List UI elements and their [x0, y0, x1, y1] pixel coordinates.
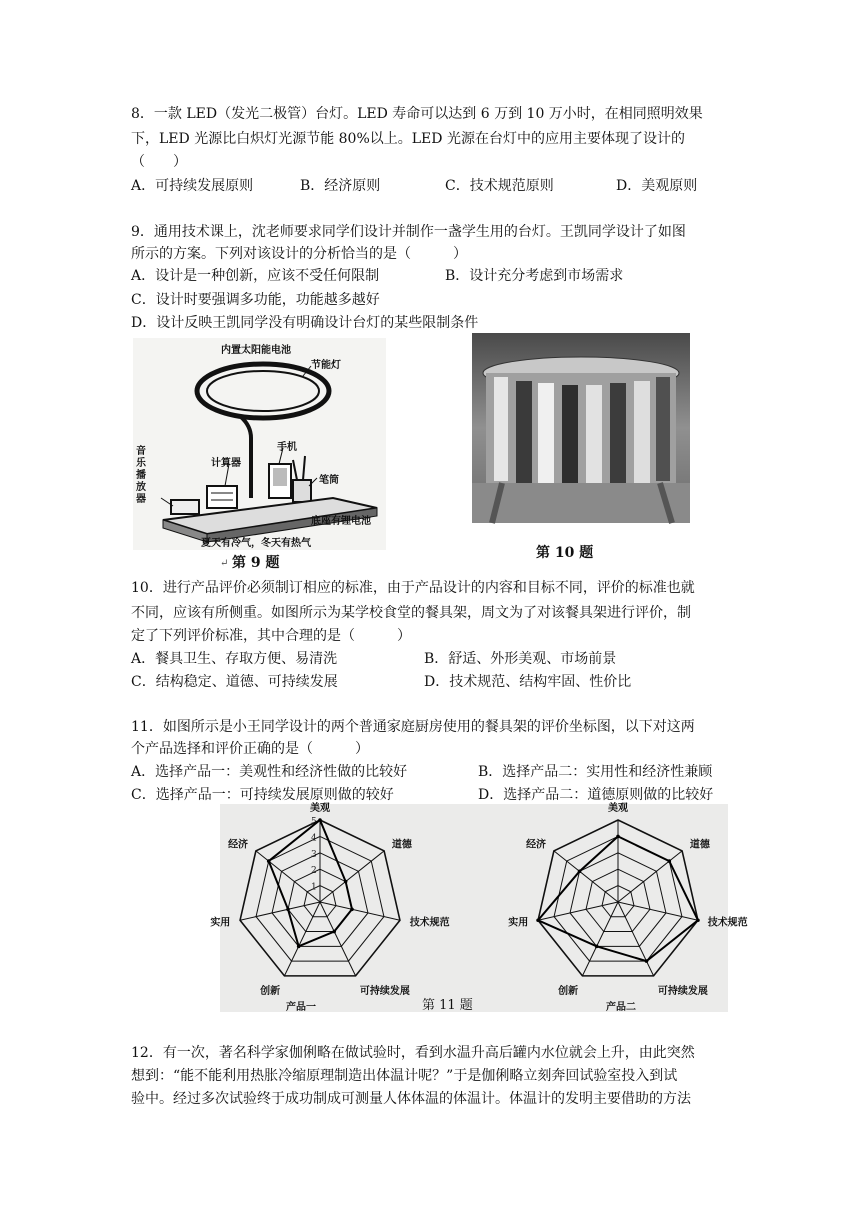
q9-option-b: B．设计充分考虑到市场需求	[445, 268, 624, 284]
figure-10-caption: 第 10 题	[536, 545, 594, 561]
radar-axis-label: 道德	[391, 839, 412, 851]
radar-axis-label: 实用	[508, 917, 529, 929]
q11-line-2: 个产品选择和评价正确的是（ ）	[131, 741, 369, 757]
radar-point	[595, 945, 599, 949]
radar-axis-label: 可持续发展	[657, 985, 708, 997]
q11-option-d: D．选择产品二：道德原则做的比较好	[478, 787, 714, 803]
radar-axis-label: 创新	[260, 985, 281, 997]
radar-tick-label: 1	[311, 882, 317, 893]
q11-option-c: C．选择产品一：可持续发展原则做的较好	[131, 787, 394, 803]
radar-spoke	[582, 902, 618, 976]
radar-axis-label: 美观	[310, 803, 330, 814]
radar-axis-label: 美观	[608, 803, 628, 814]
radar-axis-label: 创新	[558, 985, 579, 997]
return-mark: ↵	[220, 558, 229, 569]
radar-point	[645, 959, 649, 963]
radar-point	[696, 918, 700, 922]
radar-axis-label: 道德	[689, 839, 710, 851]
radar-product-label: 产品一	[286, 1002, 316, 1013]
figure-9-label-phone: 手机	[277, 442, 297, 453]
radar-axis-label: 实用	[210, 917, 231, 929]
q11-option-a: A．选择产品一：美观性和经济性做的比较好	[131, 764, 408, 780]
q10-line-2: 不同，应该有所侧重。如图所示为某学校食堂的餐具架，周文为了对该餐具架进行评价，制	[131, 605, 691, 621]
figure-9-label-solar: 内置太阳能电池	[221, 345, 291, 356]
figure-9-label-music: 音乐播放器	[136, 446, 146, 505]
radar-spoke	[618, 902, 654, 976]
q10-option-c: C．结构稳定、道德、可持续发展	[131, 674, 338, 690]
q8-option-c: C．技术规范原则	[445, 178, 554, 194]
radar-point	[616, 835, 620, 839]
radar-point	[536, 918, 540, 922]
q10-option-b: B．舒适、外形美观、市场前景	[424, 651, 617, 667]
q8-line-1: 8．一款 LED（发光二极管）台灯。LED 寿命可以达到 6 万到 10 万小时，在相同照明效果	[131, 106, 703, 122]
figure-9-label-lamp: 节能灯	[311, 360, 341, 371]
q8-line-2: 下，LED 光源比白炽灯光源节能 80%以上。LED 光源在台灯中的应用主要体现了设计的	[131, 131, 685, 147]
radar-point	[286, 907, 290, 911]
radar-point	[297, 945, 301, 949]
q12-line-3: 验中。经过多次试验终于成功制成可测量人体体温的体温计。体温计的发明主要借助的方法	[131, 1091, 691, 1107]
q9-option-c: C．设计时要强调多功能，功能越多越好	[131, 292, 380, 308]
radar-point	[344, 880, 348, 884]
radar-spoke	[320, 902, 356, 976]
q11-line-1: 11．如图所示是小王同学设计的两个普通家庭厨房使用的餐具架的评价坐标图，以下对这两	[131, 719, 695, 735]
figure-10-dish-rack-photo	[472, 333, 690, 523]
radar-tick-label: 2	[311, 866, 317, 877]
q12-line-1: 12．有一次，著名科学家伽俐略在做试验时，看到水温升高后罐内水位就会上升，由此突然	[131, 1045, 695, 1061]
radar-point	[578, 870, 582, 874]
radar-axis-label: 经济	[228, 839, 249, 851]
q10-line-1: 10．进行产品评价必须制订相应的标准，由于产品设计的内容和目标不同，评价的标准也就	[131, 580, 695, 596]
q8-option-b: B．经济原则	[300, 178, 381, 194]
figure-9-lamp-sketch	[133, 338, 386, 550]
figure-9-label-battery: 底座有锂电池	[311, 516, 371, 527]
q9-line-2: 所示的方案。下列对该设计的分析恰当的是（ ）	[131, 246, 467, 262]
figure-11-caption: 第 11 题	[422, 998, 473, 1013]
radar-tick-label: 3	[311, 849, 317, 860]
q9-option-d: D．设计反映王凯同学没有明确设计台灯的某些限制条件	[131, 315, 479, 331]
figure-9-label-air: 夏天有冷气，冬天有热气	[201, 538, 311, 549]
q8-option-a: A．可持续发展原则	[131, 178, 254, 194]
figure-9-caption: 第 9 题	[232, 555, 280, 571]
radar-product-label: 产品二	[606, 1002, 636, 1013]
radar-point	[350, 907, 354, 911]
q11-option-b: B．选择产品二：实用性和经济性兼顾	[478, 764, 713, 780]
q8-line-3: （ ）	[131, 154, 187, 170]
q9-option-a: A．设计是一种创新，应该不受任何限制	[131, 268, 380, 284]
figure-9-label-pen-holder: 笔筒	[319, 475, 339, 486]
radar-point	[318, 818, 322, 822]
figure-9-label-calculator: 计算器	[211, 458, 241, 469]
radar-axis-label: 经济	[526, 839, 547, 851]
radar-point	[267, 859, 271, 863]
q10-option-d: D．技术规范、结构牢固、性价比	[424, 674, 632, 690]
q8-option-d: D．美观原则	[616, 178, 698, 194]
q12-line-2: 想到：“能不能利用热胀冷缩原理制造出体温计呢？”于是伽俐略立刻奔回试验室投入到试	[131, 1068, 678, 1084]
radar-axis-label: 可持续发展	[359, 985, 410, 997]
radar-point	[667, 859, 671, 863]
figure-11-radar-charts	[210, 803, 748, 1013]
radar-point	[332, 930, 336, 934]
q10-line-3: 定了下列评价标准，其中合理的是（ ）	[131, 628, 411, 644]
radar-axis-label: 技术规范	[707, 917, 748, 929]
radar-tick-label: 4	[311, 833, 317, 844]
radar-svg	[210, 803, 748, 1013]
radar-tick-label: 5	[311, 817, 317, 827]
radar-axis-label: 技术规范	[409, 917, 450, 929]
q9-line-1: 9．通用技术课上，沈老师要求同学们设计并制作一盏学生用的台灯。王凯同学设计了如图	[131, 224, 686, 240]
q10-option-a: A．餐具卫生、存取方便、易清洗	[131, 651, 338, 667]
